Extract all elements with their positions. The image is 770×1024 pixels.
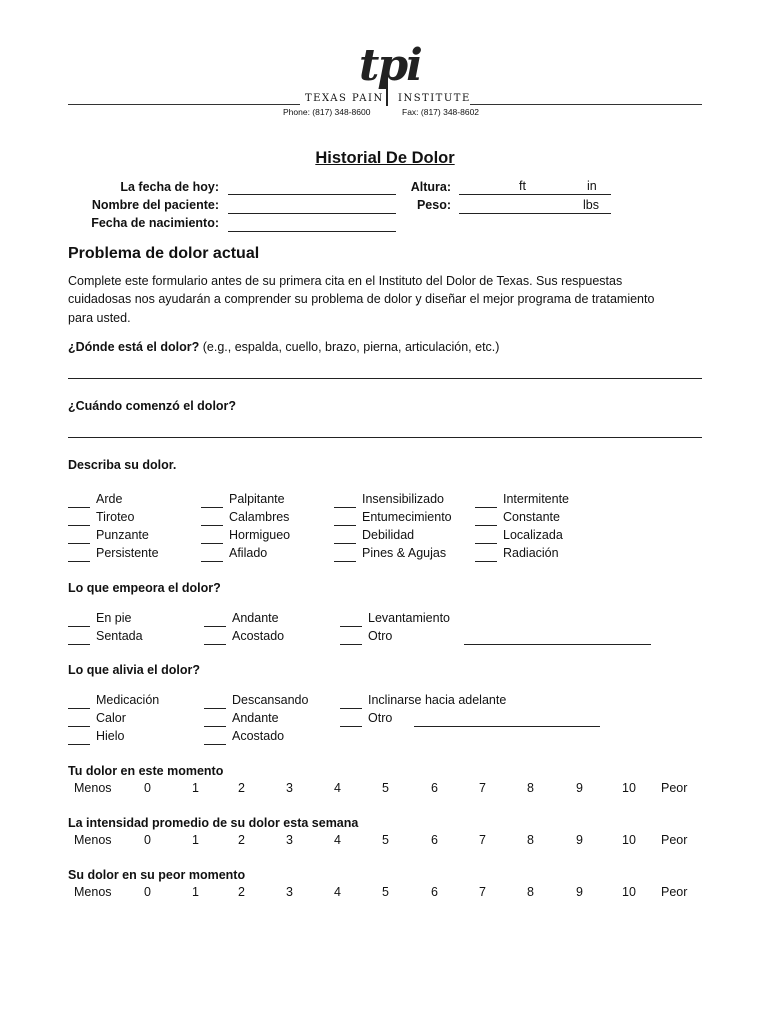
name-label: Nombre del paciente: [91,198,219,212]
scale-number-4[interactable]: 4 [334,781,341,795]
option-tiroteo[interactable]: Tiroteo [68,508,159,526]
option-hormigueo[interactable]: Hormigueo [201,526,290,544]
pain-scale-worst[interactable] [74,885,714,901]
scale-number-3[interactable]: 3 [286,833,293,847]
option-entumecimiento[interactable]: Entumecimiento [334,508,452,526]
describe-col-3 [334,490,452,562]
logo-divider [386,78,388,106]
phone: Phone: (817) 348-8600 [283,107,371,117]
scale-number-2[interactable]: 2 [238,833,245,847]
option-punzante[interactable]: Punzante [68,526,159,544]
scale-number-8[interactable]: 8 [527,781,534,795]
scale-number-8[interactable]: 8 [527,833,534,847]
describe-question: Describa su dolor. [68,458,177,472]
height-ft-unit: ft [519,179,526,193]
scale-number-9[interactable]: 9 [576,885,583,899]
scale-number-10[interactable]: 10 [622,781,636,795]
scale-min-label: Menos [74,833,112,847]
option-pines-agujas[interactable]: Pines & Agujas [334,544,452,562]
option-persistente[interactable]: Persistente [68,544,159,562]
scale-number-7[interactable]: 7 [479,885,486,899]
option-en-pie[interactable]: En pie [68,609,143,627]
describe-col-2 [201,490,290,562]
scale-number-7[interactable]: 7 [479,781,486,795]
scale-title-worst: Su dolor en su peor momento [68,868,246,882]
scale-number-2[interactable]: 2 [238,781,245,795]
option-arde[interactable]: Arde [68,490,159,508]
worse-col-3 [340,609,450,645]
scale-number-5[interactable]: 5 [382,781,389,795]
scale-number-3[interactable]: 3 [286,781,293,795]
describe-col-4 [475,490,569,562]
date-label: La fecha de hoy: [120,180,219,194]
scale-number-2[interactable]: 2 [238,885,245,899]
weight-label: Peso: [416,198,451,212]
height-field[interactable] [459,194,611,195]
name-field[interactable] [228,213,396,214]
scale-min-label: Menos [74,781,112,795]
worse-question: Lo que empeora el dolor? [68,581,221,595]
relief-col-3 [340,691,506,727]
weight-unit: lbs [583,198,599,212]
option-palpitante[interactable]: Palpitante [201,490,290,508]
worse-col-2 [204,609,284,645]
option-andante[interactable]: Andante [204,609,284,627]
option-descansando[interactable]: Descansando [204,691,308,709]
worse-other-line[interactable] [464,644,651,645]
relief-question: Lo que alivia el dolor? [68,663,200,677]
scale-title-average: La intensidad promedio de su dolor esta semana [68,816,359,830]
dob-label: Fecha de nacimiento: [91,216,219,230]
where-label: ¿Dónde está el dolor? [68,340,200,354]
intro-line-3: para usted. [68,311,131,325]
section-title: Problema de dolor actual [68,245,260,262]
fax: Fax: (817) 348-8602 [402,107,480,117]
scale-number-9[interactable]: 9 [576,833,583,847]
scale-number-3[interactable]: 3 [286,885,293,899]
scale-max-label: Peor [661,885,688,899]
scale-number-5[interactable]: 5 [382,885,389,899]
when-question: ¿Cuándo comenzó el dolor? [68,399,237,413]
option-calambres[interactable]: Calambres [201,508,290,526]
option-radiacion[interactable]: Radiación [475,544,569,562]
option-inclinarse[interactable]: Inclinarse hacia adelante [340,691,506,709]
scale-number-5[interactable]: 5 [382,833,389,847]
scale-number-1[interactable]: 1 [192,885,199,899]
describe-col-1 [68,490,159,562]
scale-max-label: Peor [661,781,688,795]
scale-max-label: Peor [661,833,688,847]
scale-title-now: Tu dolor en este momento [68,764,224,778]
pain-scale-average[interactable] [74,833,714,849]
option-sentada[interactable]: Sentada [68,627,143,645]
when-answer-line[interactable] [68,437,702,438]
option-otro-relief[interactable]: Otro [340,709,506,727]
scale-number-4[interactable]: 4 [334,833,341,847]
scale-min-label: Menos [74,885,112,899]
height-label: Altura: [410,180,451,194]
option-acostado-relief[interactable]: Acostado [204,727,308,745]
option-intermitente[interactable]: Intermitente [475,490,569,508]
scale-number-8[interactable]: 8 [527,885,534,899]
option-otro-worse[interactable]: Otro [340,627,450,645]
where-hint: (e.g., espalda, cuello, brazo, pierna, articulación, etc.) [199,340,500,354]
option-acostado[interactable]: Acostado [204,627,284,645]
option-constante[interactable]: Constante [475,508,569,526]
logo-text-left: TEXAS PAIN [305,93,384,104]
scale-number-6[interactable]: 6 [431,885,438,899]
scale-number-0[interactable]: 0 [144,781,151,795]
scale-number-6[interactable]: 6 [431,833,438,847]
option-afilado[interactable]: Afilado [201,544,290,562]
scale-number-1[interactable]: 1 [192,833,199,847]
scale-number-0[interactable]: 0 [144,833,151,847]
option-andante-relief[interactable]: Andante [204,709,308,727]
scale-number-6[interactable]: 6 [431,781,438,795]
relief-other-line[interactable] [414,726,600,727]
intro-line-1: Complete este formulario antes de su primera cita en el Instituto del Dolor de Texas. Sus respuestas [68,274,623,288]
where-question [68,339,499,355]
option-levantamiento[interactable]: Levantamiento [340,609,450,627]
pain-scale-now[interactable] [74,781,714,797]
where-answer-line[interactable] [68,378,702,379]
option-insensibilizado[interactable]: Insensibilizado [334,490,452,508]
logo-text-right: INSTITUTE [398,93,471,104]
option-hielo[interactable]: Hielo [68,727,159,745]
scale-number-0[interactable]: 0 [144,885,151,899]
dob-field[interactable] [228,231,396,232]
scale-number-10[interactable]: 10 [622,833,636,847]
scale-number-1[interactable]: 1 [192,781,199,795]
relief-col-1 [68,691,159,745]
weight-field[interactable] [459,213,611,214]
option-medicacion[interactable]: Medicación [68,691,159,709]
logo-mark: tpi [359,40,421,91]
option-calor[interactable]: Calor [68,709,159,727]
scale-number-10[interactable]: 10 [622,885,636,899]
scale-number-9[interactable]: 9 [576,781,583,795]
option-localizada[interactable]: Localizada [475,526,569,544]
date-field[interactable] [228,194,396,195]
relief-col-2 [204,691,308,745]
scale-number-7[interactable]: 7 [479,833,486,847]
worse-col-1 [68,609,143,645]
page-title: Historial De Dolor [315,149,455,167]
option-debilidad[interactable]: Debilidad [334,526,452,544]
intro-line-2: cuidadosas nos ayudarán a comprender su problema de dolor y diseñar el mejor programa de tratamiento [68,292,655,306]
scale-number-4[interactable]: 4 [334,885,341,899]
height-in-unit: in [587,179,597,193]
